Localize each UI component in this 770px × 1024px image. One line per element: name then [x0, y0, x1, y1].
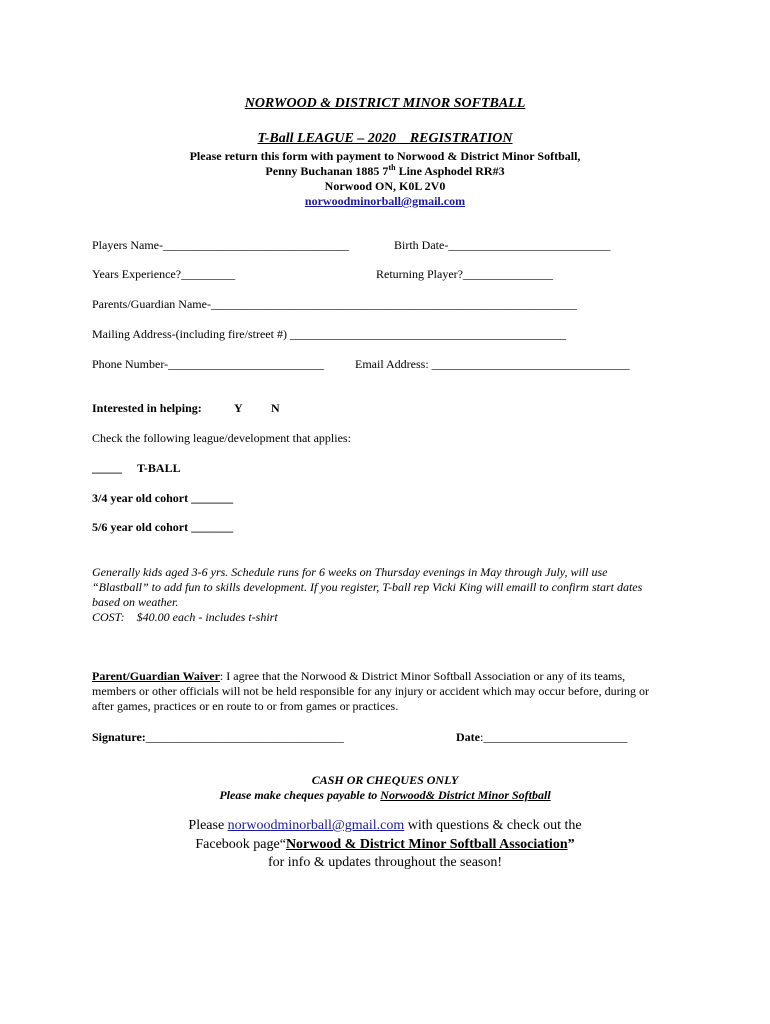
description-line-3: based on weather.	[92, 595, 179, 609]
helping-label: Interested in helping:	[92, 401, 202, 415]
years-experience-field[interactable]: Years Experience?_________	[92, 267, 236, 281]
league-title-text: T-Ball LEAGUE – 2020 REGISTRATION	[257, 131, 513, 146]
cohort-56-option[interactable]: 5/6 year old cohort _______	[92, 520, 234, 534]
phone-number-field[interactable]: Phone Number-__________________________	[92, 357, 325, 371]
facebook-suffix: ”	[567, 837, 575, 852]
returning-player-field[interactable]: Returning Player?_______________	[376, 267, 553, 281]
header-email-link[interactable]: norwoodminorball@gmail.com	[304, 194, 466, 208]
cash-cheques-line: CASH OR CHEQUES ONLY	[311, 773, 459, 787]
league-title	[0, 131, 770, 147]
tball-label: T-BALL	[137, 461, 181, 475]
footer-please: Please	[188, 818, 228, 833]
org-title: NORWOOD & DISTRICT MINOR SOFTBALL	[244, 96, 526, 111]
return-instructions: Please return this form with payment to Norwood & District Minor Softball,	[189, 149, 581, 163]
waiver-text-1: : I agree that the Norwood & District Minor Softball Association or any of its teams,	[219, 669, 626, 683]
email-address-field[interactable]: Email Address: _________________________________	[355, 357, 630, 371]
facebook-prefix: Facebook page“	[195, 837, 286, 852]
signature-label: Signature:	[92, 730, 146, 744]
footer-questions: with questions & check out the	[404, 818, 582, 833]
cohort-34-option[interactable]: 3/4 year old cohort _______	[92, 491, 234, 505]
address-ordinal: th	[388, 163, 396, 172]
header-email-line	[0, 194, 770, 209]
footer-facebook-line	[0, 837, 770, 853]
waiver-line-3: after games, practices or en route to or from games or practices.	[92, 699, 399, 713]
waiver-line-2: members or other officials will not be held responsible for any injury or accident which may occur before, during or	[92, 684, 649, 698]
description-line-2: “Blastball” to add fun to skills development. If you register, T-ball rep Vicki King will emaill to confirm start dates	[92, 580, 643, 594]
player-name-field[interactable]: Players Name-_______________________________	[92, 238, 349, 252]
mailing-address-line	[0, 164, 770, 179]
signature-blank[interactable]: _________________________________	[145, 730, 344, 744]
facebook-page-name: Norwood & District Minor Softball Association	[285, 837, 568, 852]
cheques-payable-line	[0, 788, 770, 803]
league-instruction: Check the following league/development that applies:	[92, 431, 351, 445]
mailing-address-field[interactable]: Mailing Address-(including fire/street #) ______________________________________________	[92, 327, 566, 341]
date-label: Date	[456, 730, 480, 744]
footer-updates-line: for info & updates throughout the season!	[267, 855, 503, 870]
description-line-1: Generally kids aged 3-6 yrs. Schedule runs for 6 weeks on Thursday evenings in May through July, will use	[92, 565, 608, 579]
date-blank[interactable]: :________________________	[480, 730, 628, 744]
address-street: Penny Buchanan 1885 7	[265, 164, 389, 178]
cost-line: COST: $40.00 each - includes t-shirt	[92, 610, 278, 624]
waiver-line-1	[92, 669, 625, 684]
payee-name: Norwood& District Minor Softball	[380, 788, 551, 802]
footer-questions-line	[0, 818, 770, 834]
date-field[interactable]	[456, 730, 627, 745]
parents-name-field[interactable]: Parents/Guardian Name-_____________________________________________________________	[92, 297, 577, 311]
tball-checkbox-blank[interactable]: _____	[92, 461, 122, 475]
cheques-payable-text: Please make cheques payable to	[219, 788, 381, 802]
footer-email-link[interactable]: norwoodminorball@gmail.com	[227, 818, 405, 833]
waiver-title: Parent/Guardian Waiver	[92, 669, 220, 683]
birth-date-field[interactable]: Birth Date-___________________________	[394, 238, 611, 252]
signature-field[interactable]	[92, 730, 344, 745]
helping-yes-option[interactable]: Y	[234, 401, 243, 415]
city-line: Norwood ON, K0L 2V0	[324, 179, 446, 193]
helping-no-option[interactable]: N	[271, 401, 280, 415]
address-line: Line Asphodel RR#3	[395, 164, 505, 178]
